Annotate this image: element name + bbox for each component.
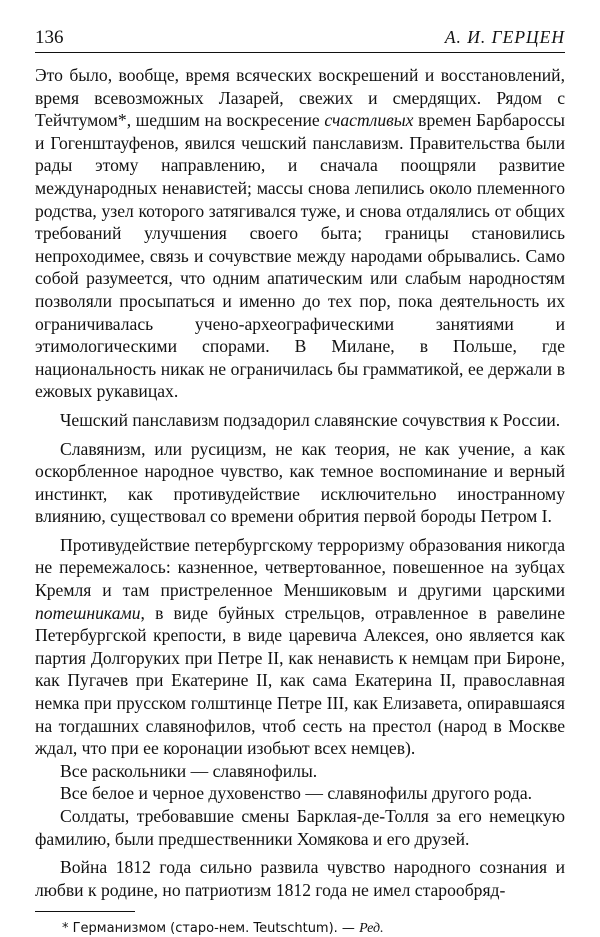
paragraph-1-text-a: Это было, вообще, время всяческих воскрешений и восстановлений, время всевозможных Лазарей, свежих и смердящих. Рядом с Тейчтумом*, шедшим на воскресение	[35, 65, 565, 131]
paragraph-8: Война 1812 года сильно развила чувство народного сознания и любви к родине, но патриотизм 1812 года не имел старообряд-	[35, 857, 565, 900]
book-page	[35, 22, 565, 937]
running-head-author: А. И. ГЕРЦЕН	[444, 27, 565, 47]
paragraph-7: Солдаты, требовавшие смены Барклая-де-Толля за его немецкую фамилию, были предшественники Хомякова и его друзей.	[35, 806, 565, 849]
emphasis-schastlivykh: счастливых	[324, 110, 414, 131]
paragraph-2: Чешский панславизм подзадорил славянские сочувствия к России.	[60, 409, 561, 430]
footnote-text: * Германизмом (старо-нем. Teutschtum). —	[62, 921, 360, 937]
emphasis-poteshnikami: потешниками	[35, 602, 141, 623]
paragraph-1	[35, 64, 565, 403]
footnote	[35, 921, 565, 937]
running-header	[35, 22, 565, 53]
body-text	[35, 64, 565, 901]
paragraph-3: Славянизм, или русицизм, не как теория, не как учение, а как оскорбленное народное чувство, как темное воспоминание и верный инстинкт, как противудействие исключительно иностранному влиянию, существовал со времени обрития первой бороды Петром I.	[35, 438, 565, 527]
page-number: 136	[35, 27, 64, 48]
paragraph-4-text-b: , в виде буйных стрельцов, отравленное в равелине Петербургской крепости, в виде царевича Алексея, оно является как партия Долгоруких при Петре II, как ненависть к немцам при Бироне, как Пугачев при Екатерине II, как сама Екатерина II, православная немка при прусском голштинце Петре III, как Елизавета, опиравшаяся на тогдашних славянофилов, чтоб сесть на престол (народ в Москве ждал, что при ее коронации изобьют всех немцев).	[35, 602, 565, 759]
paragraph-6: Все белое и черное духовенство — славянофилы другого рода.	[60, 783, 533, 804]
paragraph-4-text-a: Противудействие петербургскому терроризму образования никогда не перемежалось: казненное, четвертованное, повешенное на зубцах Кремля и там пристреленное Меншиковым и другими царскими	[35, 534, 565, 601]
paragraph-1-text-b: времен Барбароссы и Гогенштауфенов, явился чешский панславизм. Правительства были рады этому направлению, и сначала поощряли развитие международных ненавистей; массы снова лепились около племенного родства, узел которого затягивался туже, и снова отдалялись от общих требований улучшения своего быта; границы становились непроходимее, связь и сочувствие между народами обрывались. Само собой разумеется, что одним апатическим или слабым народностям позволяли просыпаться и именно до тех пор, пока деятельность их ограничивалась учено-археографическими занятиями и этимологическими спорами. В Милане, в Польше, где национальность никак не ограничилась бы грамматикой, ее держали в ежовых рукавицах.	[35, 110, 565, 402]
footnote-rule	[35, 911, 135, 912]
paragraph-5: Все раскольники — славянофилы.	[60, 760, 318, 781]
paragraph-4	[35, 534, 565, 760]
footnote-editor-mark: Ред.	[359, 921, 384, 937]
